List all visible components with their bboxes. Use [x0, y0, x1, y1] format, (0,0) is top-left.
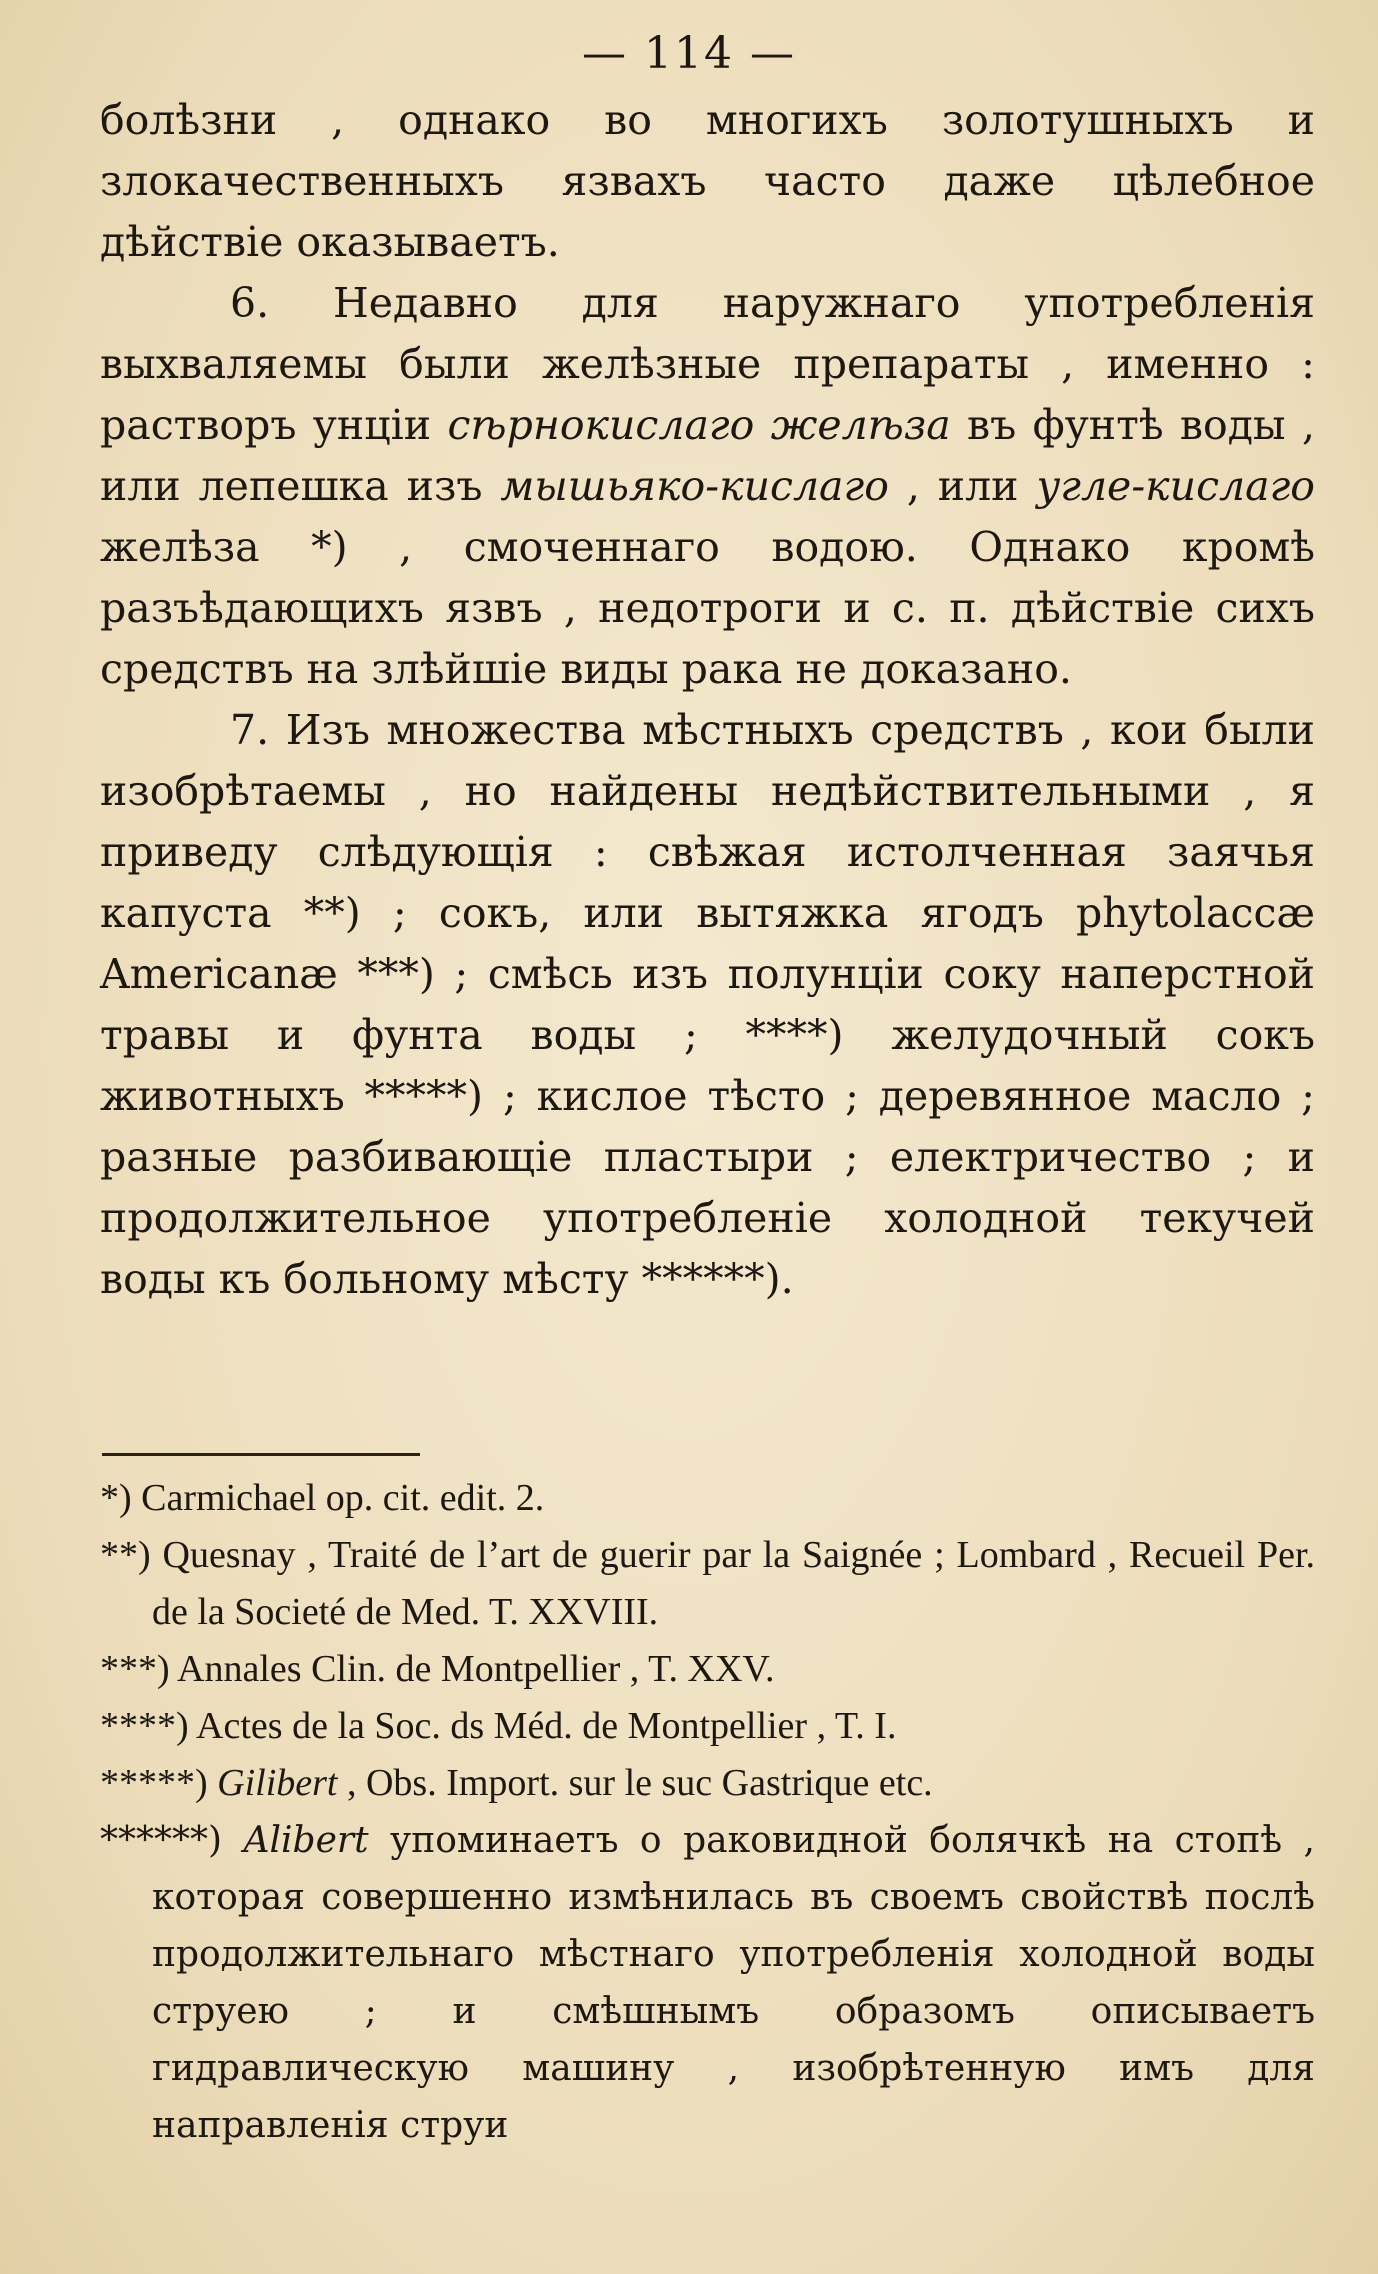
- paragraph-6-text-d: желѣза *) , смоченнаго водою. Однако кромѣ разъѣдающихъ язвъ , недотроги и с. п. дѣйствіе сихъ средствъ на злѣйшіе виды рака не доказано.: [100, 523, 1315, 693]
- paragraph-7: 7. Изъ множества мѣстныхъ средствъ , кои были изобрѣтаемы , но найдены недѣйствительными , я приведу слѣдующія : свѣжая истолченная заячья капуста **) ; сокъ, или вытяжка ягодъ phytolaccæ Americanæ ***) ; смѣсь изъ полунціи соку наперстной травы и фунта воды ; ****) желудочный сокъ животныхъ *****) ; кислое тѣсто ; деревянное масло ; разные разбивающіе пластыри ; електричество ; и продолжительное употребленіе холодной текучей воды къ больному мѣсту ******).: [100, 706, 1315, 1303]
- footnote-5-text: , Obs. Import. sur le suc Gastrique etc.: [337, 1762, 933, 1804]
- footnote-3: ***) Annales Clin. de Montpellier , T. XXV.: [100, 1648, 775, 1690]
- paragraph-6-italic-a: сѣрнокислаго желѣза: [447, 401, 951, 449]
- footnote-5-marker: *****): [100, 1762, 218, 1804]
- paragraph-6-italic-b: мышьяко-кислаго: [500, 462, 889, 510]
- footnote-6-marker: ******): [100, 1820, 244, 1861]
- paragraph-6-text-c: , или: [888, 462, 1037, 510]
- footnote-5: [100, 1755, 1315, 1812]
- footnote-4: ****) Actes de la Soc. ds Méd. de Montpellier , T. I.: [100, 1705, 897, 1747]
- footnote-divider: [102, 1453, 420, 1456]
- footnote-6-author: Alibert: [243, 1820, 369, 1861]
- paragraph-6: [100, 273, 1315, 700]
- paragraph-continuation: болѣзни , однако во многихъ золотушныхъ и злокачественныхъ язвахъ часто даже цѣлебное дѣйствіе оказываетъ.: [100, 96, 1315, 266]
- footnote-5-author: Gilibert: [217, 1762, 338, 1804]
- footnote-6-text: упоминаетъ о раковидной болячкѣ на стопѣ , которая совершенно измѣнилась въ своемъ свойствѣ послѣ продолжительнаго мѣстнаго употребленія холодной воды струею ; и смѣшнымъ образомъ описываетъ гидравлическую машину , изобрѣтенную имъ для направленія струи: [152, 1820, 1315, 2146]
- footnotes: [100, 1470, 1315, 2154]
- paragraph-6-text-a: 6. Недавно для наружнаго употребленія выхваляемы были желѣзные препараты , именно : растворъ унціи: [100, 279, 1315, 449]
- page-number-header: — 114 —: [582, 28, 796, 79]
- main-text: [100, 90, 1315, 1310]
- footnote-1: *) Carmichael op. cit. edit. 2.: [100, 1477, 545, 1519]
- paragraph-6-text-b: въ фунтѣ воды , или лепешка изъ: [100, 401, 1315, 510]
- footnote-2: **) Quesnay , Traité de l’art de guerir par la Saignée ; Lombard , Recueil Per. de la Societé de Med. T. XXVIII.: [100, 1534, 1315, 1633]
- paragraph-6-italic-c: угле-кислаго: [1036, 462, 1315, 510]
- footnote-6: [100, 1812, 1315, 2154]
